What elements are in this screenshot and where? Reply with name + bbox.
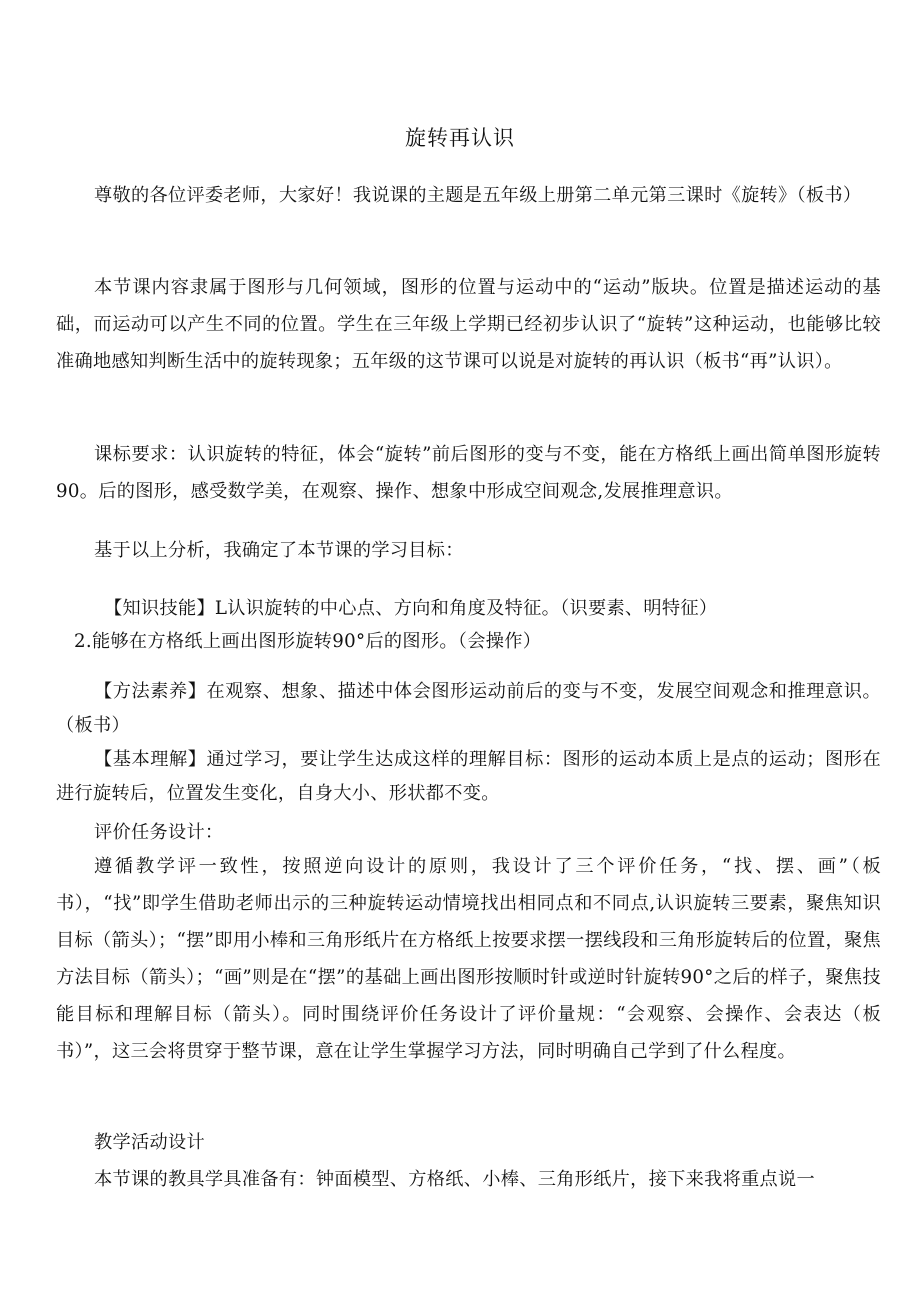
- document-title: 旋转再认识: [405, 126, 515, 150]
- goal-knowledge-line-1: 【知识技能】L认识旋转的中心点、方向和角度及特征。（识要素、明特征）: [104, 598, 718, 619]
- goal-method-paragraph: 【方法素养】在观察、想象、描述中体会图形运动前后的变与不变，发展空间观念和推理意识。（板书）: [56, 681, 881, 736]
- activity-heading: 教学活动设计: [94, 1132, 205, 1153]
- activity-body-paragraph: 本节课的教具学具准备有：钟面模型、方格纸、小棒、三角形纸片，接下来我将重点说一: [94, 1169, 816, 1190]
- evaluation-heading: 评价任务设计：: [94, 822, 224, 843]
- goal-knowledge-line-2: 2.能够在方格纸上画出图形旋转90°后的图形。（会操作）: [74, 631, 542, 652]
- evaluation-body-paragraph: 遵循教学评一致性，按照逆向设计的原则，我设计了三个评价任务，“找、摆、画”（板书），“找”即学生借助老师出示的三种旋转运动情境找出相同点和不同点,认识旋转三要素，聚焦知识目标（箭头）；“摆”即用小棒和三角形纸片在方格纸上按要求摆一摆线段和三角形旋转后的位置，聚焦方法目标（箭头）；“画”则是在“摆”的基础上画出图形按顺时针或逆时针旋转90°之后的样子，聚焦技能目标和理解目标（箭头）。同时围绕评价任务设计了评价量规：“会观察、会操作、会表达（板书）”，这三会将贯穿于整节课，意在让学生掌握学习方法，同时明确自己学到了什么程度。: [56, 856, 881, 1062]
- intro-paragraph: 尊敬的各位评委老师，大家好！我说课的主题是五年级上册第二单元第三课时《旋转》（板书）: [94, 185, 862, 206]
- goal-understanding-paragraph: 【基本理解】通过学习，要让学生达成这样的理解目标：图形的运动本质上是点的运动；图形在进行旋转后，位置发生变化，自身大小、形状都不变。: [56, 749, 881, 804]
- content-analysis-paragraph: 本节课内容隶属于图形与几何领域，图形的位置与运动中的“运动”版块。位置是描述运动的基础，而运动可以产生不同的位置。学生在三年级上学期已经初步认识了“旋转”这种运动，也能够比较准确地感知判断生活中的旋转现象；五年级的这节课可以说是对旋转的再认识（板书“再”认识）。: [56, 277, 881, 372]
- curriculum-requirement-paragraph: 课标要求：认识旋转的特征，体会“旋转”前后图形的变与不变，能在方格纸上画出简单图形旋转90。后的图形，感受数学美，在观察、操作、想象中形成空间观念,发展推理意识。: [56, 444, 881, 502]
- goal-intro-paragraph: 基于以上分析，我确定了本节课的学习目标：: [94, 540, 464, 561]
